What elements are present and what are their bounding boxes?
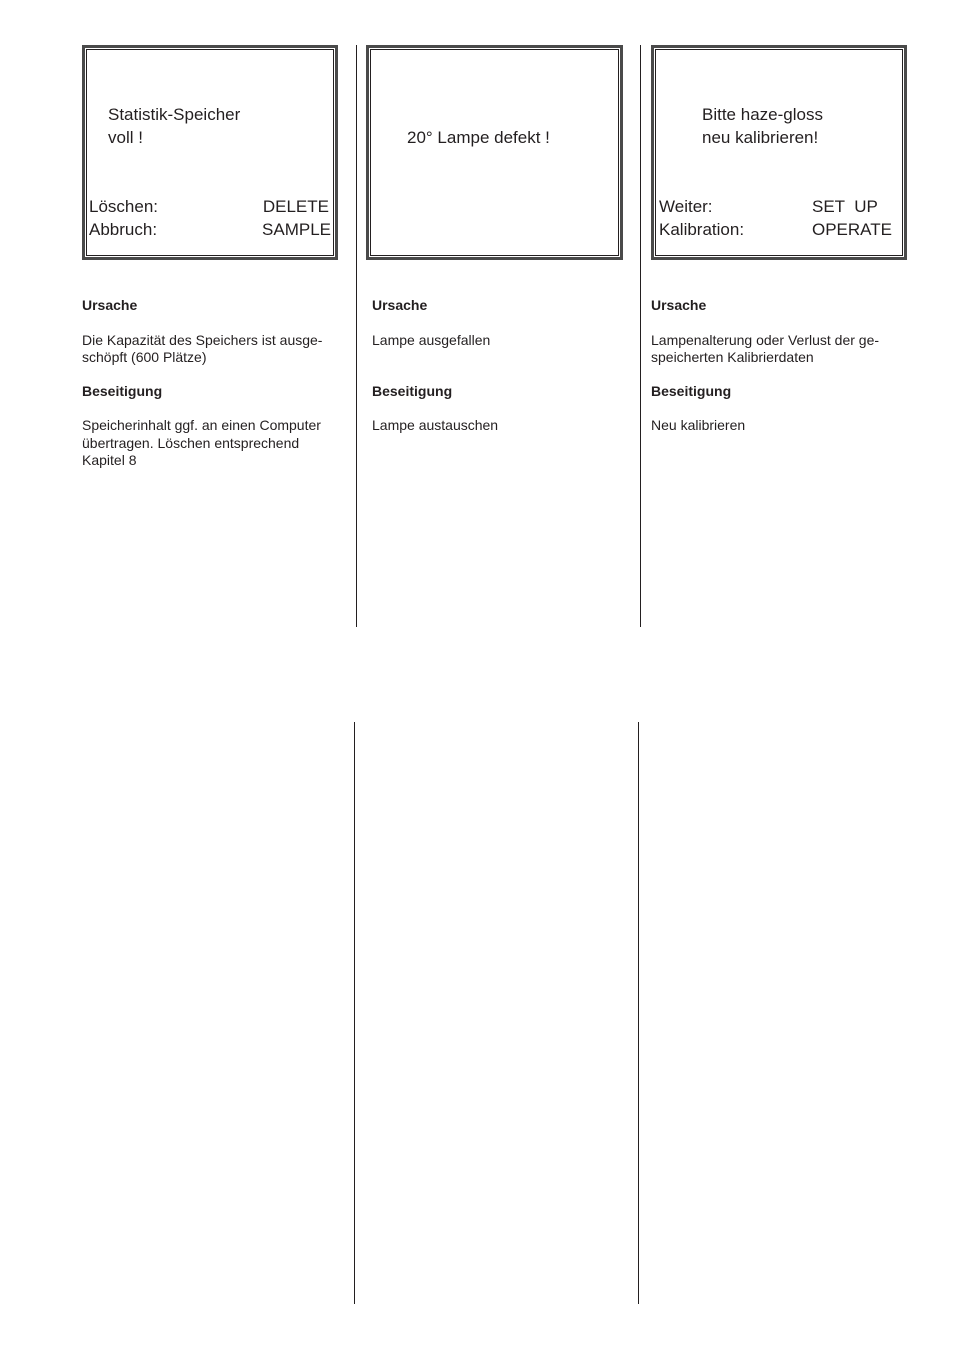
cause-text-line: Die Kapazität des Speichers ist ausge- xyxy=(82,331,323,348)
remedy-heading: Beseitigung xyxy=(372,382,453,399)
cause-text-line: speicherten Kalibrierdaten xyxy=(651,349,814,365)
display-screen-1 xyxy=(82,45,338,260)
remedy-text-line: Speicherinhalt ggf. an einen Computer xyxy=(82,417,321,433)
description-column-1 xyxy=(82,297,337,470)
key-name: OPERATE xyxy=(812,220,892,239)
display-screen-2 xyxy=(366,45,623,260)
column-divider-top-1 xyxy=(356,45,357,627)
key-label: Löschen: xyxy=(89,197,158,216)
remedy-text-line: Kapitel 8 xyxy=(82,452,137,468)
remedy-heading: Beseitigung xyxy=(651,382,732,399)
remedy-text-line: Lampe austauschen xyxy=(372,417,499,433)
remedy-text-line: Neu kalibrieren xyxy=(651,417,746,433)
display-message-line-1: Bitte haze-gloss xyxy=(702,105,823,124)
key-label: Weiter: xyxy=(659,197,713,216)
column-divider-top-2 xyxy=(640,45,641,627)
display-message-line-1: Statistik-Speicher xyxy=(108,105,241,124)
cause-heading: Ursache xyxy=(372,297,428,313)
cause-text-line: Lampe ausgefallen xyxy=(372,331,491,348)
column-divider-bottom-1 xyxy=(354,722,355,1304)
description-column-3 xyxy=(651,297,906,435)
cause-text-line: Lampenalterung oder Verlust der ge- xyxy=(651,331,880,348)
cause-text-line: schöpft (600 Plätze) xyxy=(82,349,207,365)
display-screen-3 xyxy=(651,45,907,260)
remedy-heading: Beseitigung xyxy=(82,382,163,399)
key-name: DELETE xyxy=(262,197,329,216)
display-message-line-2: voll ! xyxy=(108,128,143,147)
cause-heading: Ursache xyxy=(82,297,138,313)
key-label: Abbruch: xyxy=(89,220,158,239)
key-name: SAMPLE xyxy=(262,220,331,239)
display-message-line-2: neu kalibrieren! xyxy=(702,128,819,147)
display-message-line-1: 20° Lampe defekt ! xyxy=(407,128,550,147)
key-name: SET UP xyxy=(812,197,878,216)
column-divider-bottom-2 xyxy=(638,722,639,1304)
cause-heading: Ursache xyxy=(651,297,707,313)
description-column-2 xyxy=(372,297,627,435)
key-label: Kalibration: xyxy=(659,220,745,239)
remedy-text-line: übertragen. Löschen entsprechend xyxy=(82,434,300,451)
